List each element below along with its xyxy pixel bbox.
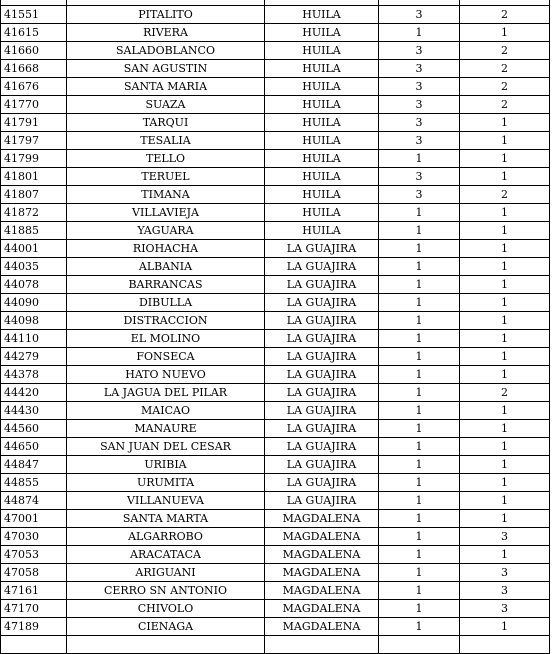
code-cell: 47161 <box>1 582 67 600</box>
table-row <box>1 258 550 276</box>
value-a-cell: 1 <box>379 348 460 366</box>
code-cell: 44035 <box>1 258 67 276</box>
department-cell: MAGDALENA <box>265 528 379 546</box>
code-cell: 44847 <box>1 456 67 474</box>
code-cell: 41770 <box>1 96 67 114</box>
table-row <box>1 600 550 618</box>
department-cell: MAGDALENA <box>265 600 379 618</box>
table-row <box>1 582 550 600</box>
value-a-cell: 1 <box>379 528 460 546</box>
value-a-cell: 1 <box>379 312 460 330</box>
value-b-cell: 1 <box>460 204 550 222</box>
department-cell: MAGDALENA <box>265 564 379 582</box>
code-cell: 41615 <box>1 24 67 42</box>
table-row <box>1 384 550 402</box>
department-cell: HUILA <box>265 204 379 222</box>
value-a-cell <box>379 636 460 654</box>
value-b-cell: 1 <box>460 348 550 366</box>
code-cell: 41801 <box>1 168 67 186</box>
value-a-cell: 3 <box>379 96 460 114</box>
municipality-cell: TIMANA <box>67 186 265 204</box>
municipality-cell: VILLAVIEJA <box>67 204 265 222</box>
code-cell: 47030 <box>1 528 67 546</box>
value-a-cell: 1 <box>379 402 460 420</box>
table-row <box>1 438 550 456</box>
code-cell: 41807 <box>1 186 67 204</box>
table-row <box>1 60 550 78</box>
table-row <box>1 276 550 294</box>
value-b-cell: 1 <box>460 456 550 474</box>
municipality-cell: YAGUARA <box>67 222 265 240</box>
value-a-cell: 1 <box>379 564 460 582</box>
department-cell: LA GUAJIRA <box>265 438 379 456</box>
value-b-cell: 1 <box>460 510 550 528</box>
municipality-cell: SANTA MARTA <box>67 510 265 528</box>
value-b-cell: 1 <box>460 618 550 636</box>
municipality-cell: EL MOLINO <box>67 330 265 348</box>
department-cell: HUILA <box>265 132 379 150</box>
table-row <box>1 348 550 366</box>
value-a-cell: 3 <box>379 6 460 24</box>
value-a-cell: 3 <box>379 114 460 132</box>
value-b-cell: 1 <box>460 546 550 564</box>
code-cell: 41676 <box>1 78 67 96</box>
value-a-cell: 1 <box>379 366 460 384</box>
municipality-cell: ALGARROBO <box>67 528 265 546</box>
code-cell: 44279 <box>1 348 67 366</box>
department-cell: MAGDALENA <box>265 510 379 528</box>
table-row <box>1 222 550 240</box>
value-a-cell: 1 <box>379 492 460 510</box>
department-cell: HUILA <box>265 60 379 78</box>
department-cell: LA GUAJIRA <box>265 402 379 420</box>
value-b-cell: 1 <box>460 24 550 42</box>
value-a-cell: 1 <box>379 240 460 258</box>
municipality-cell: HATO NUEVO <box>67 366 265 384</box>
value-b-cell: 1 <box>460 114 550 132</box>
department-cell: HUILA <box>265 222 379 240</box>
table-row <box>1 294 550 312</box>
value-a-cell: 1 <box>379 294 460 312</box>
value-a-cell: 1 <box>379 600 460 618</box>
value-b-cell: 2 <box>460 6 550 24</box>
municipality-cell: CHIVOLO <box>67 600 265 618</box>
table-row <box>1 366 550 384</box>
municipality-cell: TESALIA <box>67 132 265 150</box>
value-b-cell: 1 <box>460 150 550 168</box>
code-cell: 41791 <box>1 114 67 132</box>
code-cell: 41885 <box>1 222 67 240</box>
value-a-cell: 3 <box>379 60 460 78</box>
value-b-cell: 1 <box>460 258 550 276</box>
value-b-cell: 1 <box>460 294 550 312</box>
value-b-cell: 3 <box>460 528 550 546</box>
value-b-cell: 3 <box>460 564 550 582</box>
value-a-cell: 3 <box>379 132 460 150</box>
department-cell: HUILA <box>265 96 379 114</box>
code-cell: 41551 <box>1 6 67 24</box>
table-row <box>1 24 550 42</box>
value-b-cell: 3 <box>460 600 550 618</box>
code-cell: 47170 <box>1 600 67 618</box>
value-b-cell: 1 <box>460 420 550 438</box>
value-a-cell: 1 <box>379 24 460 42</box>
department-cell: LA GUAJIRA <box>265 366 379 384</box>
value-b-cell: 1 <box>460 438 550 456</box>
value-a-cell: 1 <box>379 582 460 600</box>
department-cell: HUILA <box>265 42 379 60</box>
municipality-cell: RIVERA <box>67 24 265 42</box>
department-cell: LA GUAJIRA <box>265 348 379 366</box>
code-cell: 41799 <box>1 150 67 168</box>
code-cell: 44874 <box>1 492 67 510</box>
municipality-cell: SANTA MARIA <box>67 78 265 96</box>
value-b-cell <box>460 636 550 654</box>
municipality-cell: LA JAGUA DEL PILAR <box>67 384 265 402</box>
municipality-cell: MAICAO <box>67 402 265 420</box>
municipality-cell: RIOHACHA <box>67 240 265 258</box>
department-cell: MAGDALENA <box>265 546 379 564</box>
table-row <box>1 528 550 546</box>
municipality-cell: BARRANCAS <box>67 276 265 294</box>
municipality-cell: ARIGUANI <box>67 564 265 582</box>
value-b-cell: 2 <box>460 42 550 60</box>
municipality-cell: DISTRACCION <box>67 312 265 330</box>
table-row <box>1 420 550 438</box>
value-a-cell: 1 <box>379 456 460 474</box>
table-row <box>1 150 550 168</box>
value-b-cell: 3 <box>460 582 550 600</box>
department-cell: LA GUAJIRA <box>265 492 379 510</box>
code-cell: 44420 <box>1 384 67 402</box>
value-a-cell: 1 <box>379 438 460 456</box>
value-b-cell: 1 <box>460 240 550 258</box>
table-row <box>1 546 550 564</box>
table-row <box>1 492 550 510</box>
code-cell: 44098 <box>1 312 67 330</box>
table-row <box>1 618 550 636</box>
municipality-cell: FONSECA <box>67 348 265 366</box>
municipality-cell: DIBULLA <box>67 294 265 312</box>
table-row <box>1 330 550 348</box>
department-cell: HUILA <box>265 114 379 132</box>
municipality-cell: TELLO <box>67 150 265 168</box>
table-body <box>1 0 550 654</box>
value-b-cell: 2 <box>460 60 550 78</box>
department-cell <box>265 636 379 654</box>
table-row <box>1 78 550 96</box>
value-a-cell: 1 <box>379 474 460 492</box>
table-row <box>1 168 550 186</box>
municipality-cell: SAN JUAN DEL CESAR <box>67 438 265 456</box>
value-a-cell: 3 <box>379 78 460 96</box>
department-cell: LA GUAJIRA <box>265 240 379 258</box>
municipality-cell: URIBIA <box>67 456 265 474</box>
municipality-cell: SUAZA <box>67 96 265 114</box>
department-cell: HUILA <box>265 168 379 186</box>
table-row <box>1 96 550 114</box>
municipality-cell: ARACATACA <box>67 546 265 564</box>
department-cell: LA GUAJIRA <box>265 330 379 348</box>
table-row <box>1 186 550 204</box>
value-a-cell: 1 <box>379 276 460 294</box>
table-row <box>1 42 550 60</box>
table-row <box>1 564 550 582</box>
code-cell: 41660 <box>1 42 67 60</box>
value-b-cell: 2 <box>460 384 550 402</box>
value-a-cell: 3 <box>379 186 460 204</box>
municipality-cell: TARQUI <box>67 114 265 132</box>
value-b-cell: 1 <box>460 366 550 384</box>
department-cell: LA GUAJIRA <box>265 384 379 402</box>
table-row <box>1 240 550 258</box>
value-b-cell: 2 <box>460 78 550 96</box>
value-b-cell: 1 <box>460 132 550 150</box>
table-row <box>1 312 550 330</box>
code-cell: 44378 <box>1 366 67 384</box>
value-a-cell: 1 <box>379 150 460 168</box>
table-row <box>1 636 550 654</box>
department-cell: LA GUAJIRA <box>265 420 379 438</box>
code-cell: 47053 <box>1 546 67 564</box>
code-cell: 41668 <box>1 60 67 78</box>
table-row <box>1 510 550 528</box>
department-cell: HUILA <box>265 78 379 96</box>
code-cell: 44560 <box>1 420 67 438</box>
department-cell: HUILA <box>265 150 379 168</box>
code-cell: 47189 <box>1 618 67 636</box>
value-a-cell: 1 <box>379 510 460 528</box>
department-cell: LA GUAJIRA <box>265 456 379 474</box>
value-b-cell: 1 <box>460 312 550 330</box>
code-cell: 44090 <box>1 294 67 312</box>
department-cell: HUILA <box>265 24 379 42</box>
value-a-cell: 1 <box>379 618 460 636</box>
code-cell: 47001 <box>1 510 67 528</box>
code-cell: 44650 <box>1 438 67 456</box>
code-cell: 41797 <box>1 132 67 150</box>
department-cell: LA GUAJIRA <box>265 474 379 492</box>
department-cell: LA GUAJIRA <box>265 258 379 276</box>
value-a-cell: 1 <box>379 546 460 564</box>
value-b-cell: 1 <box>460 492 550 510</box>
code-cell: 41872 <box>1 204 67 222</box>
code-cell <box>1 636 67 654</box>
table-row <box>1 204 550 222</box>
department-cell: HUILA <box>265 186 379 204</box>
department-cell: LA GUAJIRA <box>265 312 379 330</box>
value-b-cell: 1 <box>460 276 550 294</box>
value-a-cell: 1 <box>379 420 460 438</box>
municipality-cell: CERRO SN ANTONIO <box>67 582 265 600</box>
table-row <box>1 132 550 150</box>
value-b-cell: 1 <box>460 402 550 420</box>
value-b-cell: 2 <box>460 186 550 204</box>
table-row <box>1 114 550 132</box>
value-a-cell: 1 <box>379 384 460 402</box>
value-b-cell: 1 <box>460 168 550 186</box>
department-cell: LA GUAJIRA <box>265 276 379 294</box>
table-row <box>1 402 550 420</box>
department-cell: MAGDALENA <box>265 582 379 600</box>
value-a-cell: 3 <box>379 42 460 60</box>
value-a-cell: 1 <box>379 258 460 276</box>
table-row <box>1 6 550 24</box>
municipality-cell: MANAURE <box>67 420 265 438</box>
department-cell: LA GUAJIRA <box>265 294 379 312</box>
code-cell: 44110 <box>1 330 67 348</box>
value-a-cell: 3 <box>379 168 460 186</box>
municipality-cell: URUMITA <box>67 474 265 492</box>
table-row <box>1 456 550 474</box>
department-cell: HUILA <box>265 6 379 24</box>
municipality-cell: TERUEL <box>67 168 265 186</box>
municipality-cell: ALBANIA <box>67 258 265 276</box>
department-cell: MAGDALENA <box>265 618 379 636</box>
value-a-cell: 1 <box>379 330 460 348</box>
value-b-cell: 2 <box>460 96 550 114</box>
code-cell: 44001 <box>1 240 67 258</box>
value-b-cell: 1 <box>460 474 550 492</box>
municipality-cell: SAN AGUSTIN <box>67 60 265 78</box>
municipality-cell: SALADOBLANCO <box>67 42 265 60</box>
code-cell: 47058 <box>1 564 67 582</box>
code-cell: 44430 <box>1 402 67 420</box>
value-a-cell: 1 <box>379 222 460 240</box>
code-cell: 44855 <box>1 474 67 492</box>
code-cell: 44078 <box>1 276 67 294</box>
value-b-cell: 1 <box>460 222 550 240</box>
value-a-cell: 1 <box>379 204 460 222</box>
municipality-cell <box>67 636 265 654</box>
municipality-cell: CIENAGA <box>67 618 265 636</box>
value-b-cell: 1 <box>460 330 550 348</box>
municipality-cell: VILLANUEVA <box>67 492 265 510</box>
municipality-cell: PITALITO <box>67 6 265 24</box>
table-row <box>1 474 550 492</box>
